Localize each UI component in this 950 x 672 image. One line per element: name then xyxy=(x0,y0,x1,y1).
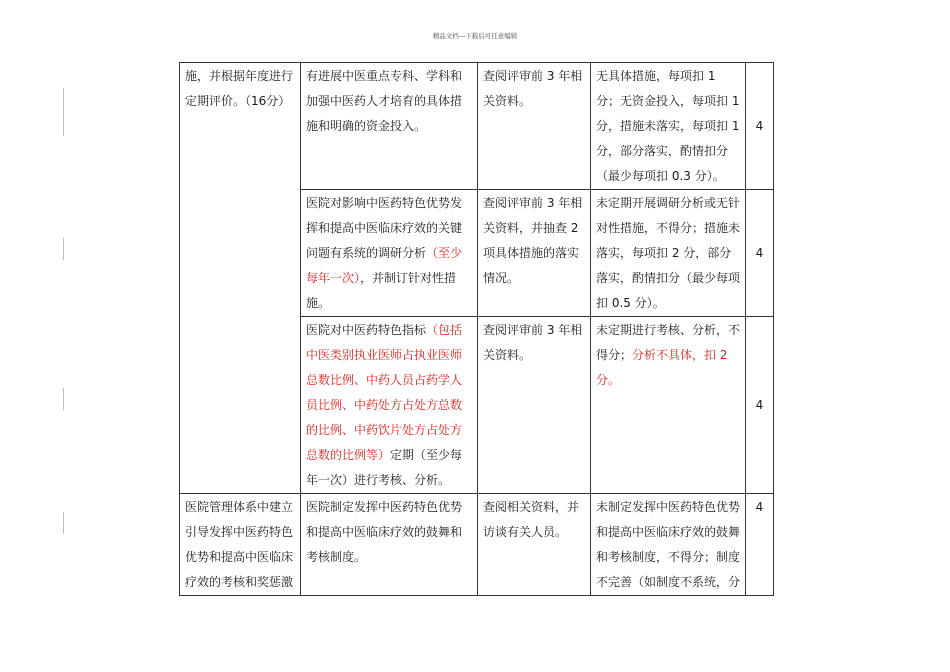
margin-mark xyxy=(63,388,64,410)
margin-mark xyxy=(63,88,64,136)
score-cell: 4 xyxy=(746,63,774,190)
score-cell: 4 xyxy=(746,190,774,317)
criteria-cell: 未定期进行考核、分析，不得分；分析不具体，扣 2 分。 xyxy=(591,317,746,494)
criteria-cell: 未定期开展调研分析或无针对性措施，不得分；措施未落实，每项扣 2 分，部分落实，酌情扣分（最少每项扣 0.5 分）。 xyxy=(591,190,746,317)
item-cell: 医院管理体系中建立引导发挥中医药特色优势和提高中医临床疗效的考核和奖惩激 xyxy=(180,494,301,596)
margin-mark xyxy=(63,238,64,260)
highlight-text: （包括中医类别执业医师占执业医师总数比例、中药人员占药学人员比例、中药处方占处方总数的比例、中药饮片处方占处方总数的比例等） xyxy=(306,323,463,462)
margin-mark xyxy=(63,512,64,534)
criteria-cell: 无具体措施，每项扣 1 分；无资金投入，每项扣 1 分，措施未落实，每项扣 1 分，部分落实，酌情扣分（最少每项扣 0.3 分）。 xyxy=(591,63,746,190)
content-cell: 医院制定发挥中医药特色优势和提高中医临床疗效的鼓舞和考核制度。 xyxy=(301,494,478,596)
criteria-cell: 未制定发挥中医药特色优势和提高中医临床疗效的鼓舞和考核制度，不得分；制度不完善（如制度不系统，分 xyxy=(591,494,746,596)
content-cell: 医院对中医药特色指标（包括中医类别执业医师占执业医师总数比例、中药人员占药学人员比例、中药处方占处方总数的比例、中药饮片处方占处方总数的比例等）定期（至少每年一次）进行考核、分析。 xyxy=(301,317,478,494)
method-cell: 查阅评审前 3 年相关资料。 xyxy=(478,63,591,190)
method-cell: 查阅评审前 3 年相关资料。 xyxy=(478,317,591,494)
score-cell: 4 xyxy=(746,317,774,494)
highlight-text: 分析不具体，扣 2 分。 xyxy=(596,348,728,387)
page-header: 精品文档---下载后可任意编辑 xyxy=(432,32,518,40)
table-row xyxy=(180,63,774,190)
content-cell: 医院对影响中医药特色优势发挥和提高中医临床疗效的关键问题有系统的调研分析（至少每年一次），并制订针对性措施。 xyxy=(301,190,478,317)
content-cell: 有进展中医重点专科、学科和加强中医药人才培育的具体措施和明确的资金投入。 xyxy=(301,63,478,190)
highlight-text: （至少每年一次） xyxy=(306,246,463,285)
item-cell: 施，并根据年度进行定期评价。（16分） xyxy=(180,63,301,494)
method-cell: 查阅相关资料，并访谈有关人员。 xyxy=(478,494,591,596)
table-row xyxy=(180,494,774,596)
evaluation-table xyxy=(179,62,774,596)
method-cell: 查阅评审前 3 年相关资料，并抽查 2 项具体措施的落实情况。 xyxy=(478,190,591,317)
score-cell: 4 xyxy=(746,494,774,596)
